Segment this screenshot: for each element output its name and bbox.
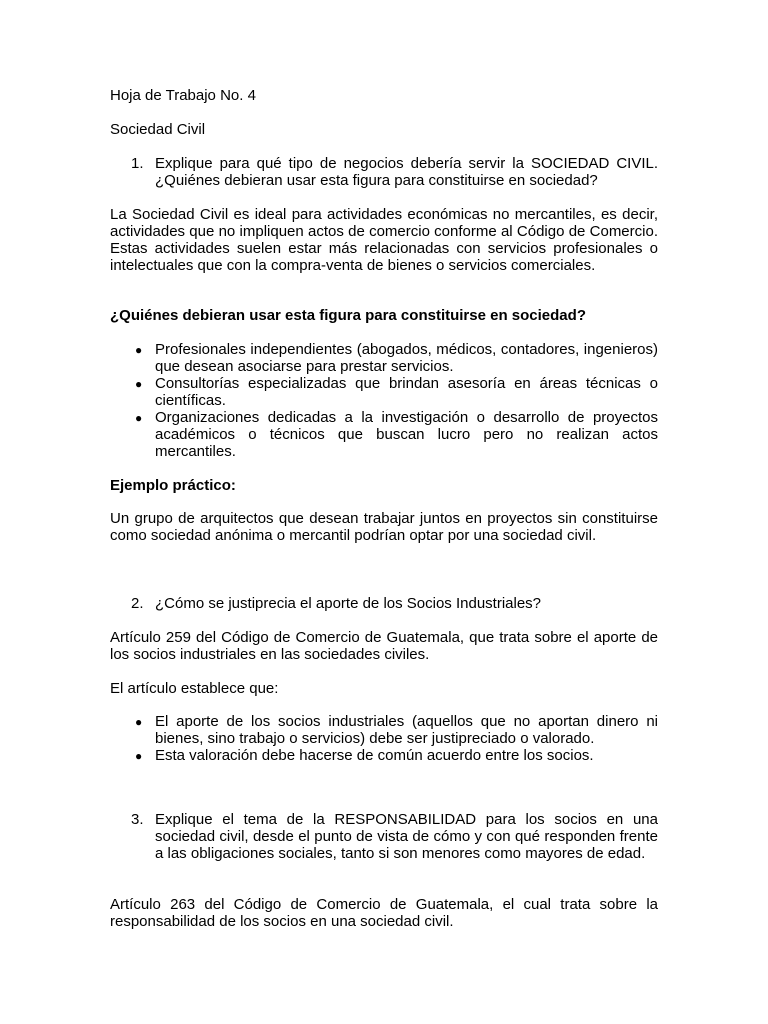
list-item-text: Organizaciones dedicadas a la investigación o desarrollo de proyectos académicos o técnicos que buscan lucro pero no realizan actos mercantiles.: [155, 409, 658, 460]
paragraph-articulo-259: Artículo 259 del Código de Comercio de Guatemala, que trata sobre el aporte de los socios industriales en las sociedades civiles.: [110, 629, 658, 663]
list-item: [135, 409, 658, 461]
list-item-text: Profesionales independientes (abogados, médicos, contadores, ingenieros) que desean asociarse para prestar servicios.: [155, 341, 658, 375]
question-3-number: 3.: [131, 811, 144, 828]
bullet-icon: ●: [135, 377, 143, 391]
list-item: [135, 747, 658, 765]
heading-quienes: ¿Quiénes debieran usar esta figura para constituirse en sociedad?: [110, 307, 586, 324]
paragraph-ejemplo: Un grupo de arquitectos que desean trabajar juntos en proyectos sin constituirse como sociedad anónima o mercantil podrían optar por una sociedad civil.: [110, 510, 658, 544]
question-2-number: 2.: [131, 595, 144, 612]
paragraph-sociedad-civil: La Sociedad Civil es ideal para actividades económicas no mercantiles, es decir, actividades que no impliquen actos de comercio conforme al Código de Comercio. Estas actividades suelen estar más relacionadas con servicios profesionales o intelectuales que con la compra-venta de bienes o servicios comerciales.: [110, 206, 658, 274]
question-2: [131, 595, 658, 613]
bullet-icon: ●: [135, 343, 143, 357]
list-item: [135, 375, 658, 410]
question-1-text: Explique para qué tipo de negocios debería servir la SOCIEDAD CIVIL. ¿Quiénes debieran usar esta figura para constituirse en sociedad?: [155, 155, 658, 189]
list-item-text: Esta valoración debe hacerse de común acuerdo entre los socios.: [155, 747, 594, 764]
question-3: [131, 811, 658, 863]
bullet-icon: ●: [135, 715, 143, 729]
list-item-text: Consultorías especializadas que brindan asesoría en áreas técnicas o científicas.: [155, 375, 658, 409]
paragraph-establece: El artículo establece que:: [110, 680, 279, 697]
question-1-number: 1.: [131, 155, 144, 172]
heading-ejemplo: Ejemplo práctico:: [110, 477, 236, 494]
document-subtitle: Sociedad Civil: [110, 121, 206, 138]
list-item-text: El aporte de los socios industriales (aquellos que no aportan dinero ni bienes, sino trabajo o servicios) debe ser justipreciado o valorado.: [155, 713, 658, 747]
question-1: [131, 155, 658, 190]
list-item: [135, 341, 658, 376]
bullet-icon: ●: [135, 749, 143, 763]
list-item: [135, 713, 658, 748]
question-3-text: Explique el tema de la RESPONSABILIDAD para los socios en una sociedad civil, desde el punto de vista de cómo y con qué responden frente a las obligaciones sociales, tanto si son menores como mayores de edad.: [155, 811, 658, 862]
document-title: Hoja de Trabajo No. 4: [110, 87, 256, 104]
bullet-icon: ●: [135, 411, 143, 425]
question-2-text: ¿Cómo se justiprecia el aporte de los Socios Industriales?: [155, 595, 542, 612]
paragraph-articulo-263: Artículo 263 del Código de Comercio de Guatemala, el cual trata sobre la responsabilidad de los socios en una sociedad civil.: [110, 896, 658, 930]
